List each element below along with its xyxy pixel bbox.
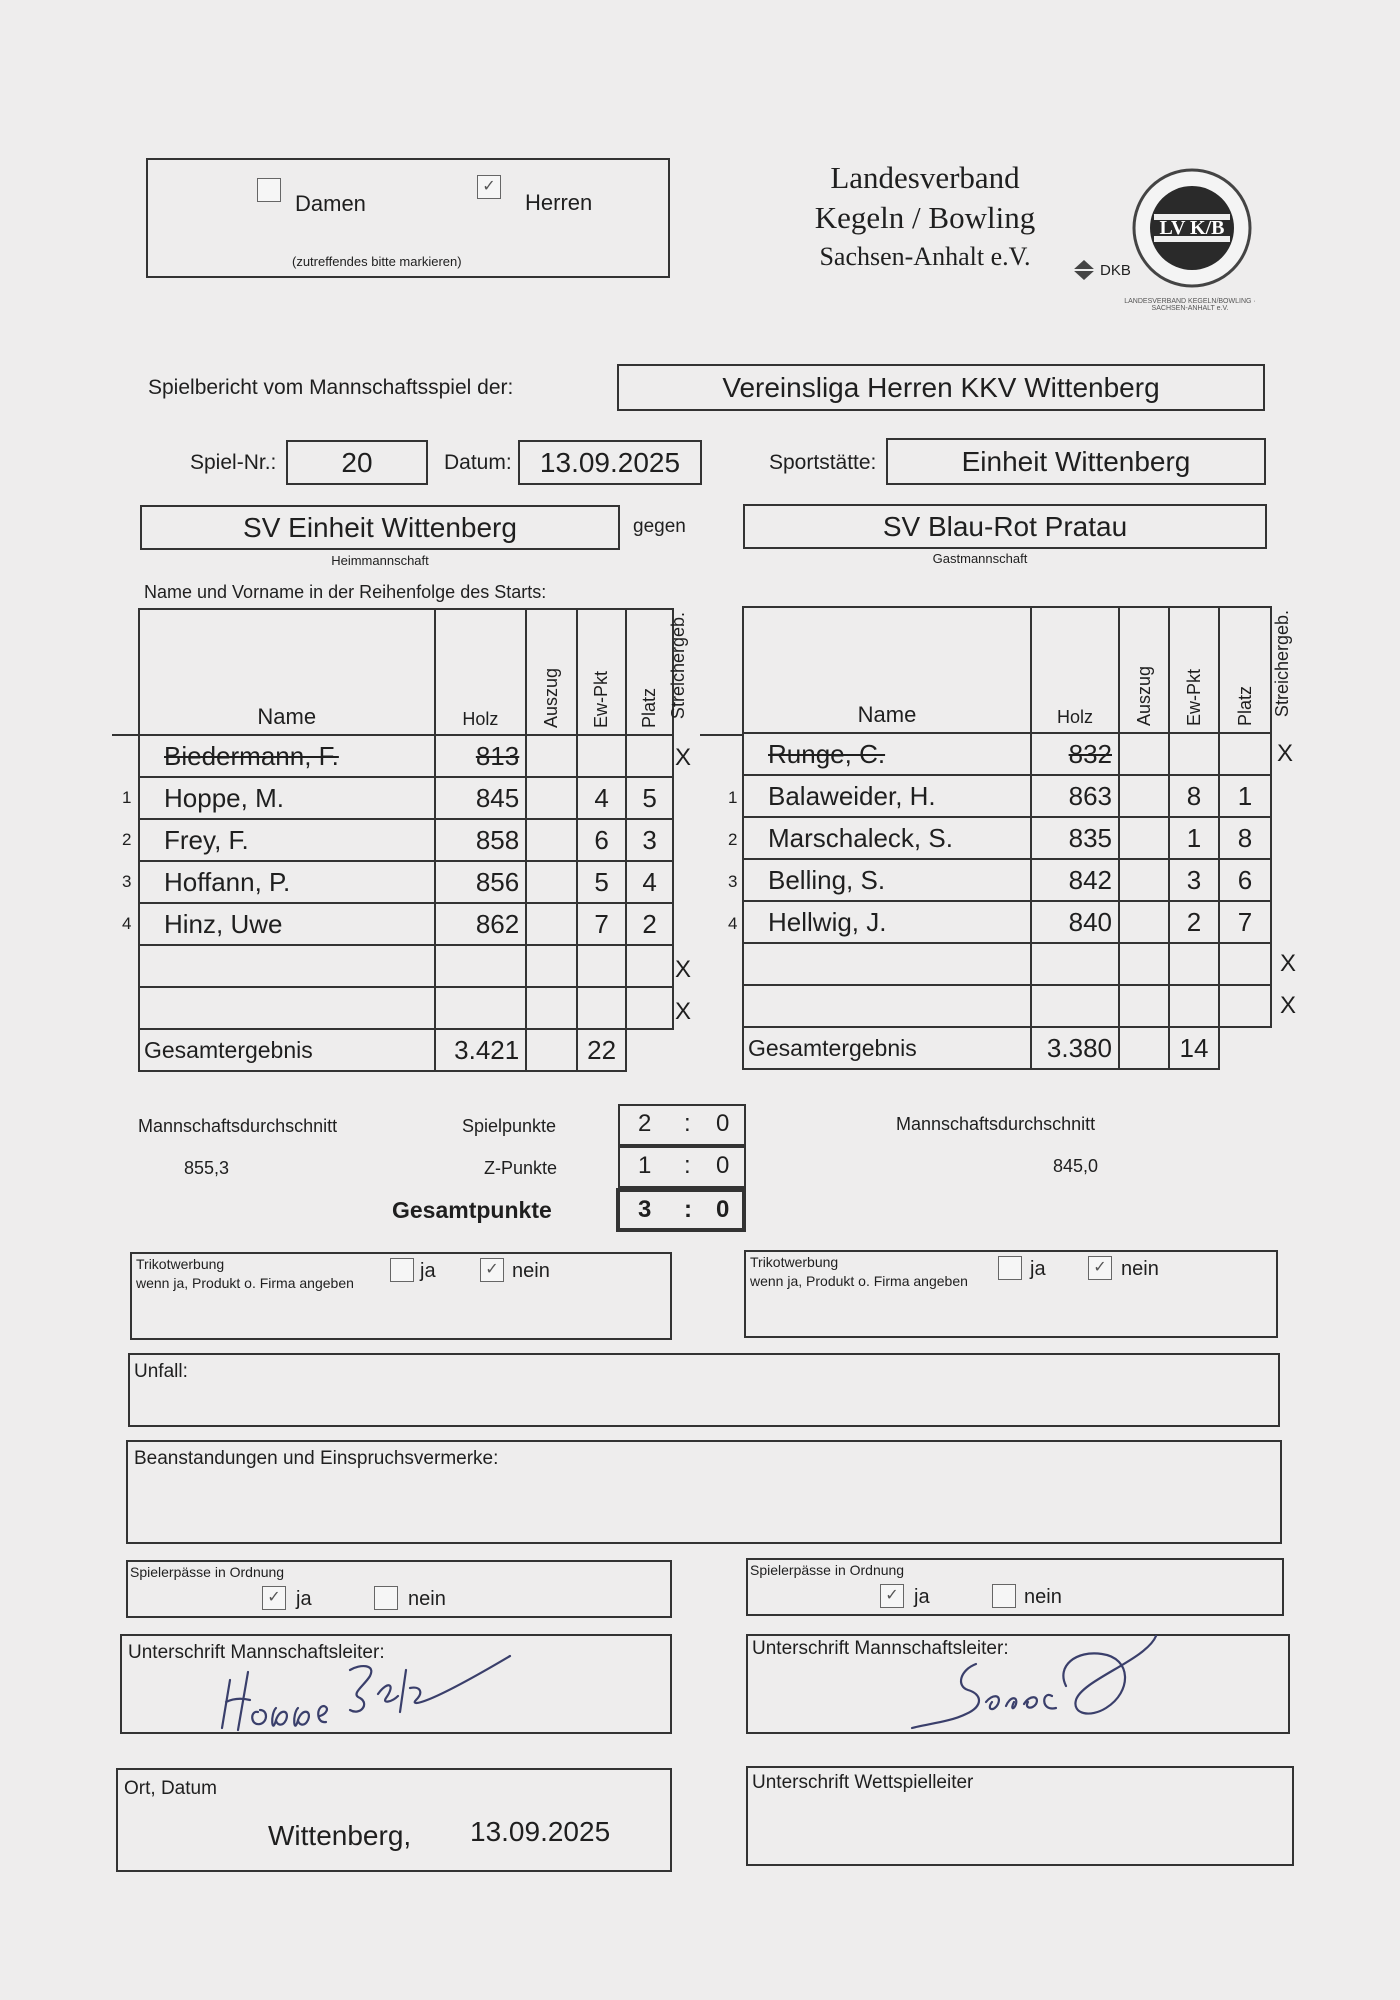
guest-paesse-nein-label: nein bbox=[1024, 1586, 1062, 1608]
game-no-label: Spiel-Nr.: bbox=[190, 451, 277, 474]
guest-streich-text: Streichergeb. bbox=[1272, 610, 1292, 718]
player-name: Marschaleck, S. bbox=[743, 817, 1031, 859]
guest-score-table bbox=[742, 606, 1272, 1070]
table-row bbox=[139, 819, 673, 861]
guest-strike-row bbox=[743, 733, 1271, 775]
damen-checkbox[interactable] bbox=[257, 178, 281, 202]
table-row bbox=[139, 903, 673, 945]
spielpunkte-sep: : bbox=[684, 1110, 691, 1137]
home-total-row bbox=[139, 1029, 673, 1071]
guest-team-box bbox=[743, 504, 1267, 549]
home-strike-x: X bbox=[675, 744, 692, 771]
guest-col-holz bbox=[1031, 607, 1119, 733]
league-name: Vereinsliga Herren KKV Wittenberg bbox=[722, 371, 1160, 403]
guest-paesse-ja-checkbox[interactable]: ✓ bbox=[880, 1584, 904, 1608]
player-holz: 835 bbox=[1031, 817, 1119, 859]
guest-signature-label: Unterschrift Mannschaftsleiter: bbox=[752, 1638, 1009, 1659]
guest-col-platz bbox=[1219, 607, 1271, 733]
home-total-auszug bbox=[526, 1029, 577, 1071]
home-total-holz: 3.421 bbox=[435, 1029, 527, 1071]
player-platz: 7 bbox=[1219, 901, 1271, 943]
home-strike-holz bbox=[435, 735, 527, 777]
home-caption: Heimmannschaft bbox=[331, 553, 429, 568]
guest-strike-holz-text: 832 bbox=[1068, 738, 1112, 769]
home-trikot-ja-label: ja bbox=[420, 1260, 436, 1282]
gesamtpunkte-home: 3 bbox=[638, 1196, 652, 1223]
player-name: Frey, F. bbox=[139, 819, 435, 861]
player-auszug bbox=[526, 777, 577, 819]
guest-total-ew: 14 bbox=[1169, 1027, 1219, 1069]
guest-strike-holz bbox=[1031, 733, 1119, 775]
guest-team-name: SV Blau-Rot Pratau bbox=[882, 510, 1128, 542]
guest-strike-name-text: Runge, C. bbox=[768, 738, 886, 769]
home-empty-x-1: X bbox=[675, 956, 692, 983]
dkb-diamond-icon bbox=[1072, 258, 1096, 282]
player-platz: 8 bbox=[1219, 817, 1271, 859]
ort-datum-label: Ort, Datum bbox=[124, 1778, 217, 1799]
hint-text: (zutreffendes bitte markieren) bbox=[292, 254, 462, 269]
player-auszug bbox=[526, 819, 577, 861]
home-table-baseline bbox=[112, 734, 140, 736]
home-streich-text: Streichergeb. bbox=[668, 612, 688, 720]
venue-label: Sportstätte: bbox=[769, 451, 877, 474]
org-line-2: Kegeln / Bowling bbox=[814, 200, 1036, 235]
player-platz: 5 bbox=[626, 777, 673, 819]
player-holz: 858 bbox=[435, 819, 527, 861]
order-label: Name und Vorname in der Reihenfolge des Starts: bbox=[144, 582, 547, 602]
empty-row bbox=[139, 987, 673, 1029]
ort-date-value: 13.09.2025 bbox=[470, 1816, 611, 1847]
guest-strike-platz bbox=[1219, 733, 1271, 775]
home-col-platz bbox=[626, 609, 673, 735]
guest-signature-scribble bbox=[906, 1630, 1186, 1734]
player-platz: 3 bbox=[626, 819, 673, 861]
player-platz: 2 bbox=[626, 903, 673, 945]
player-holz: 840 bbox=[1031, 901, 1119, 943]
zpunkte-label: Z-Punkte bbox=[484, 1158, 558, 1178]
player-ew: 2 bbox=[1169, 901, 1219, 943]
wettspielleiter-label: Unterschrift Wettspielleiter bbox=[752, 1772, 974, 1793]
guest-caption: Gastmannschaft bbox=[932, 551, 1028, 566]
guest-trikot-nein-label: nein bbox=[1121, 1258, 1159, 1280]
unfall-box[interactable] bbox=[128, 1353, 1280, 1427]
guest-streich-header bbox=[1272, 610, 1293, 734]
home-avg-label: Mannschaftsdurchschnitt bbox=[138, 1116, 338, 1136]
guest-avg-label: Mannschaftsdurchschnitt bbox=[896, 1114, 1096, 1134]
home-paesse-nein-label: nein bbox=[408, 1588, 446, 1610]
player-ew: 3 bbox=[1169, 859, 1219, 901]
guest-row-number: 2 bbox=[728, 830, 738, 849]
date-value: 13.09.2025 bbox=[539, 446, 681, 478]
player-platz: 4 bbox=[626, 861, 673, 903]
vs-label: gegen bbox=[633, 516, 686, 537]
home-strike-holz-text: 813 bbox=[475, 740, 520, 771]
home-strike-auszug bbox=[526, 735, 577, 777]
player-ew: 4 bbox=[577, 777, 626, 819]
guest-row-number: 1 bbox=[728, 788, 738, 807]
player-holz: 862 bbox=[435, 903, 527, 945]
association-logo bbox=[1130, 166, 1254, 290]
gesamtpunkte-label: Gesamtpunkte bbox=[392, 1197, 552, 1223]
home-score-table bbox=[138, 608, 674, 1072]
guest-strike-name bbox=[743, 733, 1031, 775]
report-label: Spielbericht vom Mannschaftsspiel der: bbox=[148, 376, 514, 399]
guest-trikot-nein-checkbox[interactable]: ✓ bbox=[1088, 1256, 1112, 1280]
home-paesse-title: Spielerpässe in Ordnung bbox=[130, 1564, 285, 1580]
guest-col-auszug bbox=[1119, 607, 1169, 733]
guest-total-holz: 3.380 bbox=[1031, 1027, 1119, 1069]
player-name: Hinz, Uwe bbox=[139, 903, 435, 945]
guest-trikot-ja-checkbox[interactable] bbox=[998, 1256, 1022, 1280]
player-auszug bbox=[1119, 775, 1169, 817]
damen-label: Damen bbox=[295, 191, 366, 216]
table-row bbox=[139, 777, 673, 819]
table-row bbox=[743, 817, 1271, 859]
home-signature-scribble bbox=[210, 1650, 530, 1740]
home-row-number: 4 bbox=[122, 914, 132, 933]
guest-table-baseline bbox=[700, 734, 744, 736]
date-box bbox=[518, 440, 702, 485]
guest-paesse-nein-checkbox[interactable] bbox=[992, 1584, 1016, 1608]
player-holz: 842 bbox=[1031, 859, 1119, 901]
player-name: Hoffann, P. bbox=[139, 861, 435, 903]
home-trikot-nein-checkbox[interactable]: ✓ bbox=[480, 1258, 504, 1282]
home-col-ewpkt-text: Ew-Pkt bbox=[591, 670, 612, 728]
venue-value: Einheit Wittenberg bbox=[961, 445, 1191, 477]
spielpunkte-home: 2 bbox=[638, 1110, 652, 1137]
herren-label: Herren bbox=[525, 190, 593, 215]
home-row-number: 2 bbox=[122, 830, 132, 849]
player-holz: 856 bbox=[435, 861, 527, 903]
home-strike-name bbox=[139, 735, 435, 777]
table-row bbox=[139, 861, 673, 903]
herren-checkbox[interactable]: ✓ bbox=[477, 175, 501, 199]
home-col-holz-text: Holz bbox=[462, 709, 499, 729]
home-strike-name-text: Biedermann, F. bbox=[164, 740, 339, 771]
guest-trikot-title: Trikotwerbung bbox=[750, 1254, 839, 1270]
guest-col-ewpkt-text: Ew-Pkt bbox=[1183, 668, 1204, 726]
beanstandungen-label: Beanstandungen und Einspruchsvermerke: bbox=[134, 1448, 499, 1469]
player-name: Hellwig, J. bbox=[743, 901, 1031, 943]
home-total-blank bbox=[626, 1029, 673, 1071]
date-label: Datum: bbox=[444, 451, 512, 474]
player-name: Balaweider, H. bbox=[743, 775, 1031, 817]
guest-trikot-ja-label: ja bbox=[1030, 1258, 1046, 1280]
player-ew: 6 bbox=[577, 819, 626, 861]
home-total-label: Gesamtergebnis bbox=[139, 1029, 435, 1071]
ort-value: Wittenberg, bbox=[268, 1820, 412, 1851]
player-ew: 5 bbox=[577, 861, 626, 903]
player-ew: 7 bbox=[577, 903, 626, 945]
home-col-ewpkt bbox=[577, 609, 626, 735]
home-total-ew: 22 bbox=[577, 1029, 626, 1071]
guest-strike-ew bbox=[1169, 733, 1219, 775]
home-team-box bbox=[140, 505, 620, 550]
dkb-label: DKB bbox=[1100, 262, 1131, 279]
empty-row bbox=[743, 985, 1271, 1027]
guest-strike-auszug bbox=[1119, 733, 1169, 775]
player-ew: 1 bbox=[1169, 817, 1219, 859]
home-trikot-nein-label: nein bbox=[512, 1260, 550, 1282]
org-line-1: Landesverband bbox=[830, 160, 1020, 195]
guest-col-name: Name bbox=[743, 607, 1031, 733]
guest-total-blank bbox=[1219, 1027, 1271, 1069]
guest-row-number: 4 bbox=[728, 914, 738, 933]
guest-trikot-sub: wenn ja, Produkt o. Firma angeben bbox=[750, 1273, 968, 1289]
guest-col-platz-text: Platz bbox=[1234, 685, 1255, 726]
guest-total-label: Gesamtergebnis bbox=[743, 1027, 1031, 1069]
home-col-holz bbox=[435, 609, 527, 735]
home-trikot-sub: wenn ja, Produkt o. Firma angeben bbox=[136, 1275, 354, 1291]
zpunkte-guest: 0 bbox=[716, 1152, 730, 1179]
home-col-auszug bbox=[526, 609, 577, 735]
home-row-number: 1 bbox=[122, 788, 132, 807]
guest-col-holz-text: Holz bbox=[1056, 707, 1093, 727]
player-auszug bbox=[1119, 817, 1169, 859]
player-platz: 1 bbox=[1219, 775, 1271, 817]
home-team-name: SV Einheit Wittenberg bbox=[243, 511, 517, 543]
logo-text: LV K/B bbox=[1159, 217, 1225, 239]
empty-row bbox=[743, 943, 1271, 985]
guest-empty-x-1: X bbox=[1280, 950, 1297, 977]
home-strike-platz bbox=[626, 735, 673, 777]
guest-paesse-title: Spielerpässe in Ordnung bbox=[750, 1562, 905, 1578]
player-auszug bbox=[526, 861, 577, 903]
table-row bbox=[743, 859, 1271, 901]
gesamtpunkte-guest: 0 bbox=[716, 1196, 730, 1223]
unfall-label: Unfall: bbox=[134, 1361, 188, 1382]
game-no-box bbox=[286, 440, 428, 485]
home-paesse-nein-checkbox[interactable] bbox=[374, 1586, 398, 1610]
player-holz: 863 bbox=[1031, 775, 1119, 817]
guest-row-number: 3 bbox=[728, 872, 738, 891]
home-col-auszug-text: Auszug bbox=[541, 667, 562, 728]
home-empty-x-2: X bbox=[675, 998, 692, 1025]
guest-table-header bbox=[743, 607, 1271, 733]
player-auszug bbox=[1119, 859, 1169, 901]
home-trikot-title: Trikotwerbung bbox=[136, 1256, 225, 1272]
home-row-number: 3 bbox=[122, 872, 132, 891]
guest-col-ewpkt bbox=[1169, 607, 1219, 733]
guest-avg-value: 845,0 bbox=[1053, 1156, 1099, 1176]
guest-total-auszug bbox=[1119, 1027, 1169, 1069]
home-strike-row bbox=[139, 735, 673, 777]
table-row bbox=[743, 775, 1271, 817]
home-trikot-ja-checkbox[interactable] bbox=[390, 1258, 414, 1282]
home-strike-ew bbox=[577, 735, 626, 777]
zpunkte-home: 1 bbox=[638, 1152, 652, 1179]
spielpunkte-label: Spielpunkte bbox=[462, 1116, 557, 1136]
home-avg-value: 855,3 bbox=[184, 1158, 230, 1178]
guest-empty-x-2: X bbox=[1280, 992, 1297, 1019]
guest-total-row bbox=[743, 1027, 1271, 1069]
player-holz: 845 bbox=[435, 777, 527, 819]
player-auszug bbox=[526, 903, 577, 945]
home-table-header bbox=[139, 609, 673, 735]
player-name: Hoppe, M. bbox=[139, 777, 435, 819]
venue-box bbox=[886, 438, 1266, 485]
player-ew: 8 bbox=[1169, 775, 1219, 817]
guest-strike-x: X bbox=[1277, 740, 1294, 767]
org-line-3: Sachsen-Anhalt e.V. bbox=[819, 242, 1031, 271]
empty-row bbox=[139, 945, 673, 987]
player-name: Belling, S. bbox=[743, 859, 1031, 901]
guest-col-auszug-text: Auszug bbox=[1133, 665, 1154, 726]
home-paesse-ja-checkbox[interactable]: ✓ bbox=[262, 1586, 286, 1610]
home-paesse-ja-label: ja bbox=[296, 1588, 312, 1610]
home-signature-label: Unterschrift Mannschaftsleiter: bbox=[128, 1642, 385, 1663]
league-box bbox=[617, 364, 1265, 411]
table-row bbox=[743, 901, 1271, 943]
zpunkte-sep: : bbox=[684, 1152, 691, 1179]
guest-paesse-ja-label: ja bbox=[914, 1586, 930, 1608]
logo-ring-text: LANDESVERBAND KEGELN/BOWLING · SACHSEN-ANHALT e.V. bbox=[1124, 298, 1256, 312]
player-platz: 6 bbox=[1219, 859, 1271, 901]
home-streich-header bbox=[668, 612, 689, 736]
home-col-platz-text: Platz bbox=[639, 687, 660, 728]
home-col-name: Name bbox=[139, 609, 435, 735]
gesamtpunkte-sep: : bbox=[684, 1196, 692, 1223]
spielpunkte-guest: 0 bbox=[716, 1110, 730, 1137]
player-auszug bbox=[1119, 901, 1169, 943]
game-no-value: 20 bbox=[341, 446, 373, 478]
